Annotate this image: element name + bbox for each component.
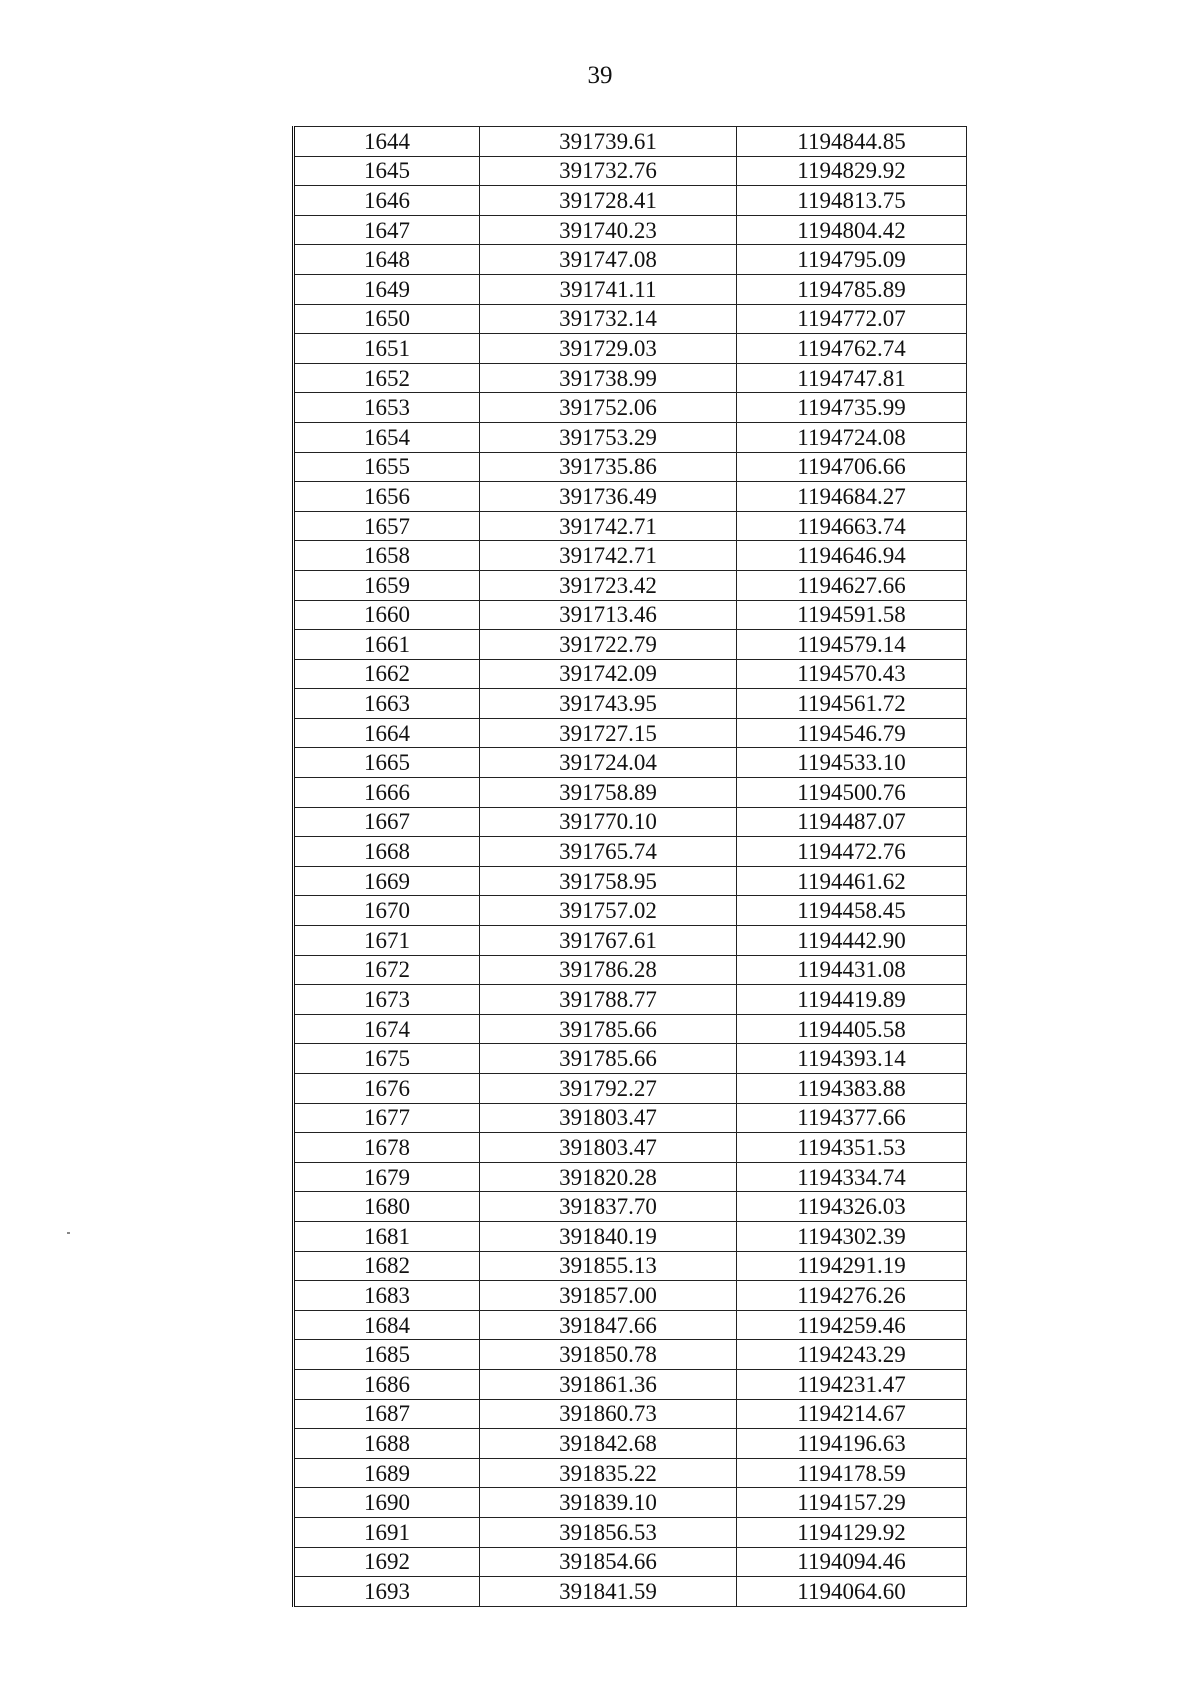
point-number-cell: 1681 [294,1221,480,1251]
x-coordinate-cell: 391860.73 [480,1399,737,1429]
x-coordinate-cell: 391837.70 [480,1192,737,1222]
table-row [294,245,967,275]
table-row [294,1074,967,1104]
point-number-cell: 1652 [294,363,480,393]
point-number-cell: 1646 [294,186,480,216]
x-coordinate-cell: 391735.86 [480,452,737,482]
x-coordinate-cell: 391752.06 [480,393,737,423]
y-coordinate-cell: 1194472.76 [737,837,967,867]
scan-speck [67,1232,70,1234]
point-number-cell: 1658 [294,541,480,571]
point-number-cell: 1693 [294,1577,480,1607]
table-row [294,1429,967,1459]
point-number-cell: 1675 [294,1044,480,1074]
table-row [294,1458,967,1488]
x-coordinate-cell: 391722.79 [480,630,737,660]
y-coordinate-cell: 1194064.60 [737,1577,967,1607]
x-coordinate-cell: 391820.28 [480,1162,737,1192]
y-coordinate-cell: 1194243.29 [737,1340,967,1370]
x-coordinate-cell: 391736.49 [480,482,737,512]
point-number-cell: 1661 [294,630,480,660]
point-number-cell: 1656 [294,482,480,512]
x-coordinate-cell: 391841.59 [480,1577,737,1607]
table-row [294,837,967,867]
x-coordinate-cell: 391803.47 [480,1133,737,1163]
y-coordinate-cell: 1194157.29 [737,1488,967,1518]
table-row [294,1369,967,1399]
table-row [294,866,967,896]
table-row [294,1281,967,1311]
x-coordinate-cell: 391847.66 [480,1310,737,1340]
x-coordinate-cell: 391742.71 [480,541,737,571]
y-coordinate-cell: 1194129.92 [737,1517,967,1547]
table-row [294,985,967,1015]
point-number-cell: 1644 [294,127,480,157]
table-row [294,156,967,186]
table-row [294,541,967,571]
table-row [294,274,967,304]
y-coordinate-cell: 1194627.66 [737,570,967,600]
point-number-cell: 1677 [294,1103,480,1133]
table-row [294,630,967,660]
table-row [294,1192,967,1222]
x-coordinate-cell: 391729.03 [480,334,737,364]
point-number-cell: 1690 [294,1488,480,1518]
table-row [294,1162,967,1192]
table-row [294,422,967,452]
point-number-cell: 1667 [294,807,480,837]
table-row [294,1103,967,1133]
y-coordinate-cell: 1194276.26 [737,1281,967,1311]
y-coordinate-cell: 1194735.99 [737,393,967,423]
x-coordinate-cell: 391728.41 [480,186,737,216]
y-coordinate-cell: 1194461.62 [737,866,967,896]
x-coordinate-cell: 391857.00 [480,1281,737,1311]
y-coordinate-cell: 1194196.63 [737,1429,967,1459]
point-number-cell: 1671 [294,926,480,956]
y-coordinate-cell: 1194419.89 [737,985,967,1015]
table-row [294,926,967,956]
point-number-cell: 1674 [294,1014,480,1044]
coordinates-table [292,126,967,1607]
x-coordinate-cell: 391835.22 [480,1458,737,1488]
x-coordinate-cell: 391788.77 [480,985,737,1015]
point-number-cell: 1651 [294,334,480,364]
table-row [294,1310,967,1340]
y-coordinate-cell: 1194546.79 [737,718,967,748]
x-coordinate-cell: 391855.13 [480,1251,737,1281]
y-coordinate-cell: 1194231.47 [737,1369,967,1399]
coordinates-table-body [294,127,967,1607]
point-number-cell: 1684 [294,1310,480,1340]
point-number-cell: 1688 [294,1429,480,1459]
x-coordinate-cell: 391792.27 [480,1074,737,1104]
x-coordinate-cell: 391767.61 [480,926,737,956]
table-row [294,1399,967,1429]
point-number-cell: 1672 [294,955,480,985]
table-row [294,511,967,541]
x-coordinate-cell: 391727.15 [480,718,737,748]
point-number-cell: 1645 [294,156,480,186]
point-number-cell: 1650 [294,304,480,334]
y-coordinate-cell: 1194500.76 [737,778,967,808]
y-coordinate-cell: 1194579.14 [737,630,967,660]
table-row [294,363,967,393]
point-number-cell: 1655 [294,452,480,482]
x-coordinate-cell: 391785.66 [480,1014,737,1044]
table-row [294,215,967,245]
table-row [294,1340,967,1370]
x-coordinate-cell: 391732.76 [480,156,737,186]
x-coordinate-cell: 391839.10 [480,1488,737,1518]
point-number-cell: 1685 [294,1340,480,1370]
page-number: 39 [587,62,613,89]
x-coordinate-cell: 391723.42 [480,570,737,600]
y-coordinate-cell: 1194747.81 [737,363,967,393]
table-row [294,1488,967,1518]
y-coordinate-cell: 1194393.14 [737,1044,967,1074]
y-coordinate-cell: 1194259.46 [737,1310,967,1340]
x-coordinate-cell: 391747.08 [480,245,737,275]
point-number-cell: 1673 [294,985,480,1015]
point-number-cell: 1668 [294,837,480,867]
table-row [294,334,967,364]
table-row [294,659,967,689]
table-row [294,1547,967,1577]
point-number-cell: 1663 [294,689,480,719]
point-number-cell: 1679 [294,1162,480,1192]
point-number-cell: 1654 [294,422,480,452]
point-number-cell: 1686 [294,1369,480,1399]
y-coordinate-cell: 1194561.72 [737,689,967,719]
y-coordinate-cell: 1194487.07 [737,807,967,837]
table-row [294,955,967,985]
table-row [294,482,967,512]
y-coordinate-cell: 1194094.46 [737,1547,967,1577]
y-coordinate-cell: 1194178.59 [737,1458,967,1488]
table-row [294,1044,967,1074]
table-row [294,778,967,808]
point-number-cell: 1666 [294,778,480,808]
x-coordinate-cell: 391861.36 [480,1369,737,1399]
y-coordinate-cell: 1194724.08 [737,422,967,452]
x-coordinate-cell: 391757.02 [480,896,737,926]
table-row [294,186,967,216]
y-coordinate-cell: 1194804.42 [737,215,967,245]
point-number-cell: 1647 [294,215,480,245]
table-row [294,1251,967,1281]
point-number-cell: 1683 [294,1281,480,1311]
x-coordinate-cell: 391758.89 [480,778,737,808]
y-coordinate-cell: 1194533.10 [737,748,967,778]
table-row [294,689,967,719]
y-coordinate-cell: 1194762.74 [737,334,967,364]
y-coordinate-cell: 1194351.53 [737,1133,967,1163]
point-number-cell: 1678 [294,1133,480,1163]
x-coordinate-cell: 391770.10 [480,807,737,837]
y-coordinate-cell: 1194646.94 [737,541,967,571]
x-coordinate-cell: 391842.68 [480,1429,737,1459]
point-number-cell: 1660 [294,600,480,630]
x-coordinate-cell: 391785.66 [480,1044,737,1074]
table-row [294,1577,967,1607]
x-coordinate-cell: 391856.53 [480,1517,737,1547]
x-coordinate-cell: 391742.09 [480,659,737,689]
y-coordinate-cell: 1194813.75 [737,186,967,216]
y-coordinate-cell: 1194458.45 [737,896,967,926]
y-coordinate-cell: 1194334.74 [737,1162,967,1192]
y-coordinate-cell: 1194785.89 [737,274,967,304]
table-row [294,1517,967,1547]
point-number-cell: 1680 [294,1192,480,1222]
point-number-cell: 1691 [294,1517,480,1547]
y-coordinate-cell: 1194291.19 [737,1251,967,1281]
x-coordinate-cell: 391724.04 [480,748,737,778]
y-coordinate-cell: 1194829.92 [737,156,967,186]
x-coordinate-cell: 391738.99 [480,363,737,393]
point-number-cell: 1670 [294,896,480,926]
point-number-cell: 1665 [294,748,480,778]
y-coordinate-cell: 1194706.66 [737,452,967,482]
x-coordinate-cell: 391742.71 [480,511,737,541]
table-row [294,1221,967,1251]
y-coordinate-cell: 1194684.27 [737,482,967,512]
y-coordinate-cell: 1194844.85 [737,127,967,157]
point-number-cell: 1669 [294,866,480,896]
y-coordinate-cell: 1194214.67 [737,1399,967,1429]
x-coordinate-cell: 391713.46 [480,600,737,630]
x-coordinate-cell: 391758.95 [480,866,737,896]
table-row [294,807,967,837]
point-number-cell: 1687 [294,1399,480,1429]
table-row [294,570,967,600]
y-coordinate-cell: 1194302.39 [737,1221,967,1251]
table-row [294,600,967,630]
point-number-cell: 1659 [294,570,480,600]
x-coordinate-cell: 391732.14 [480,304,737,334]
y-coordinate-cell: 1194431.08 [737,955,967,985]
point-number-cell: 1692 [294,1547,480,1577]
y-coordinate-cell: 1194377.66 [737,1103,967,1133]
x-coordinate-cell: 391765.74 [480,837,737,867]
table-row [294,748,967,778]
point-number-cell: 1648 [294,245,480,275]
y-coordinate-cell: 1194795.09 [737,245,967,275]
table-row [294,127,967,157]
point-number-cell: 1682 [294,1251,480,1281]
table-row [294,1133,967,1163]
x-coordinate-cell: 391743.95 [480,689,737,719]
x-coordinate-cell: 391854.66 [480,1547,737,1577]
x-coordinate-cell: 391850.78 [480,1340,737,1370]
point-number-cell: 1649 [294,274,480,304]
table-row [294,718,967,748]
x-coordinate-cell: 391803.47 [480,1103,737,1133]
point-number-cell: 1676 [294,1074,480,1104]
table-row [294,304,967,334]
point-number-cell: 1657 [294,511,480,541]
y-coordinate-cell: 1194663.74 [737,511,967,541]
x-coordinate-cell: 391753.29 [480,422,737,452]
table-row [294,1014,967,1044]
table-row [294,896,967,926]
x-coordinate-cell: 391739.61 [480,127,737,157]
y-coordinate-cell: 1194326.03 [737,1192,967,1222]
x-coordinate-cell: 391840.19 [480,1221,737,1251]
y-coordinate-cell: 1194591.58 [737,600,967,630]
x-coordinate-cell: 391740.23 [480,215,737,245]
point-number-cell: 1662 [294,659,480,689]
point-number-cell: 1653 [294,393,480,423]
point-number-cell: 1689 [294,1458,480,1488]
x-coordinate-cell: 391741.11 [480,274,737,304]
y-coordinate-cell: 1194405.58 [737,1014,967,1044]
point-number-cell: 1664 [294,718,480,748]
x-coordinate-cell: 391786.28 [480,955,737,985]
y-coordinate-cell: 1194383.88 [737,1074,967,1104]
y-coordinate-cell: 1194570.43 [737,659,967,689]
y-coordinate-cell: 1194442.90 [737,926,967,956]
y-coordinate-cell: 1194772.07 [737,304,967,334]
table-row [294,452,967,482]
table-row [294,393,967,423]
